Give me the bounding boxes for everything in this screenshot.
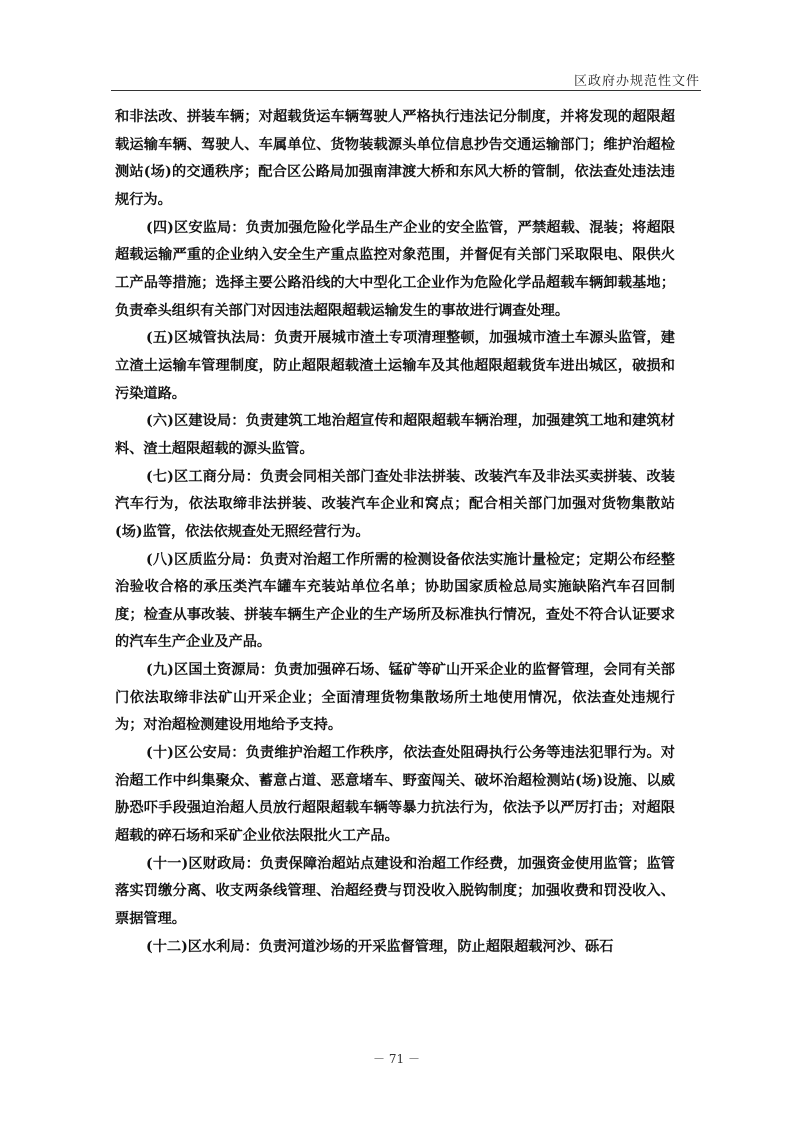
paragraph-cai-zheng: (十一)区财政局：负责保障治超站点建设和治超工作经费，加强资金使用监管；监管落实罚缴分离、收支两条线管理、治超经费与罚没收入脱钩制度；加强收费和罚没收入、票据管理。 <box>115 855 675 928</box>
paragraph-guo-tu: (九)区国土资源局：负责加强碎石场、锰矿等矿山开采企业的监督管理，会同有关部门依法取缔非法矿山开采企业；全面清理货物集散场所土地使用情况，依法查处违规行为；对治超检测建设用地给予支持。 <box>115 662 675 734</box>
paragraph-gong-an: (十)区公安局：负责维护治超工作秩序，依法查处阻碍执行公务等违法犯罪行为。对治超工作中纠集聚众、蓄意占道、恶意堵车、野蛮闯关、破坏治超检测站(场)设施、以威胁恐吓手段强迫治超人员放行超限超载车辆等暴力抗法行为，依法予以严厉打击；对超限超载的碎石场和采矿企业依法限批火工产品。 <box>115 745 675 845</box>
paragraph-zhi-jian: (八)区质监分局：负责对治超工作所需的检测设备依法实施计量检定；定期公布经整治验收合格的承压类汽车罐车充装站单位名单；协助国家质检总局实施缺陷汽车召回制度；检查从事改装、拼装车辆生产企业的生产场所及标准执行情况，查处不符合认证要求的汽车生产企业及产品。 <box>115 551 675 651</box>
page-number: － 71 － <box>373 1052 420 1066</box>
paragraph-gong-shang: (七)区工商分局：负责会同相关部门查处非法拼装、改装汽车及非法买卖拼装、改装汽车行为，依法取缔非法拼装、改装汽车企业和窝点；配合相关部门加强对货物集散站(场)监管，依法依规查处无照经营行为。 <box>115 468 675 540</box>
header-divider <box>111 90 701 91</box>
document-body <box>115 104 675 961</box>
paragraph: 和非法改、拼装车辆；对超载货运车辆驾驶人严格执行违法记分制度，并将发现的超限超载运输车辆、驾驶人、车属单位、货物装载源头单位信息抄告交通运输部门；维护治超检测站(场)的交通秩序；配合区公路局加强南津渡大桥和东风大桥的管制，依法查处违法违规行为。 <box>115 109 675 208</box>
running-header: 区政府办规范性文件 <box>573 74 700 89</box>
paragraph-an-jian-ju: (四)区安监局：负责加强危险化学品生产企业的安全监管，严禁超载、混装；将超限超载运输严重的企业纳入安全生产重点监控对象范围，并督促有关部门采取限电、限供火工产品等措施；选择主要公路沿线的大中型化工企业作为危险化学品超载车辆卸载基地；负责牵头组织有关部门对因违法超限超载运输发生的事故进行调查处理。 <box>115 219 675 319</box>
paragraph-cheng-guan: (五)区城管执法局：负责开展城市渣土专项清理整顿，加强城市渣土车源头监管，建立渣土运输车管理制度，防止超限超载渣土运输车及其他超限超载货车进出城区，破损和污染道路。 <box>115 330 675 402</box>
paragraph-jian-she-ju: (六)区建设局：负责建筑工地治超宣传和超限超载车辆治理，加强建筑工地和建筑材料、渣土超限超载的源头监管。 <box>115 413 675 457</box>
paragraph-shui-li: (十二)区水利局：负责河道沙场的开采监督管理，防止超限超载河沙、砾石 <box>146 938 614 955</box>
